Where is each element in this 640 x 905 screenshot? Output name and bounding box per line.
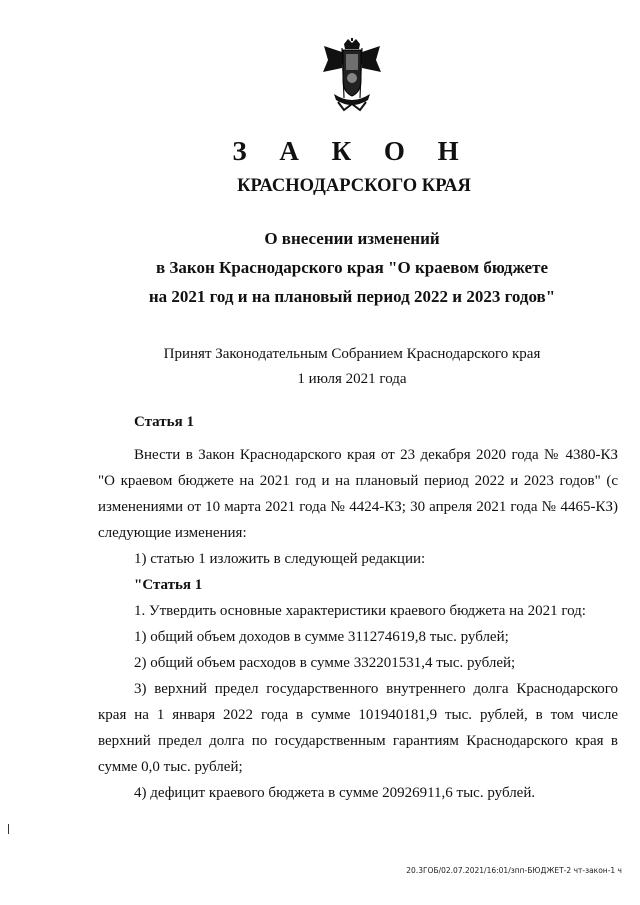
- quoted-article-heading: "Статья 1: [134, 577, 203, 593]
- law-heading: [0, 224, 640, 311]
- paragraph: 4) дефицит краевого бюджета в сумме 20926911,6 тыс. рублей.: [134, 785, 536, 801]
- coat-of-arms-icon: [322, 38, 382, 112]
- paragraph: 3) верхний предел государственного внутреннего долга Краснодарского края на 1 января 2022 года в сумме 101940181,9 тыс. рублей, в том числе верхний предел долга по государственным гарантиям Краснодарского края в сумме 0,0 тыс. рублей;: [98, 681, 618, 775]
- paragraph: Внести в Закон Краснодарского края от 23 декабря 2020 года № 4380-КЗ "О краевом бюджете на 2021 год и на плановый период 2022 и 2023 годов" (с изменениями от 10 марта 2021 года № 4424-КЗ; 30 апреля 2021 года № 4465-КЗ) следующие изменения:: [98, 447, 618, 541]
- article-heading: Статья 1: [134, 414, 194, 430]
- adoption-note: [0, 342, 640, 392]
- paragraph: 1) общий объем доходов в сумме 311274619,8 тыс. рублей;: [134, 629, 509, 645]
- law-heading-line: на 2021 год и на плановый период 2022 и 2023 годов": [148, 287, 556, 306]
- adoption-line: Принят Законодательным Собранием Краснодарского края: [163, 346, 541, 362]
- adoption-date: 1 июля 2021 года: [297, 371, 407, 387]
- document-body: [98, 442, 618, 806]
- paragraph: 1. Утвердить основные характеристики краевого бюджета на 2021 год:: [134, 603, 586, 619]
- document-title: З А К О Н: [232, 136, 472, 166]
- document-subtitle: КРАСНОДАРСКОГО КРАЯ: [237, 176, 471, 196]
- document-footer: 20.3ГОБ/02.07.2021/16:01/зпп-БЮДЖЕТ-2 чт-закон-1 ч: [406, 866, 622, 875]
- law-heading-line: О внесении изменений: [264, 229, 440, 248]
- paragraph: 2) общий объем расходов в сумме 332201531,4 тыс. рублей;: [134, 655, 516, 671]
- paragraph: 1) статью 1 изложить в следующей редакции:: [134, 551, 426, 567]
- law-heading-line: в Закон Краснодарского края "О краевом бюджете: [155, 258, 548, 277]
- margin-mark: [8, 824, 9, 834]
